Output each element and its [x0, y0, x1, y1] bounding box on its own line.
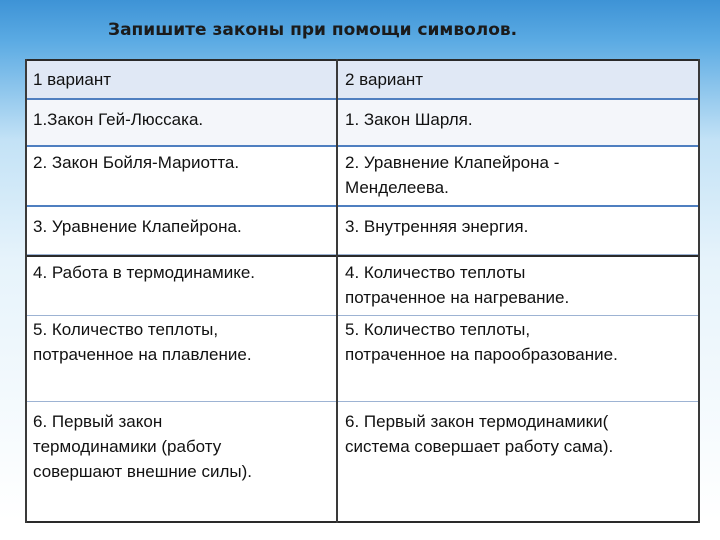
slide-title: Запишите законы при помощи символов.: [108, 20, 518, 40]
table-border-right: [698, 59, 700, 523]
table-border-top: [25, 59, 700, 61]
laws-table: [25, 59, 700, 523]
cell-row5-left: 5. Количество теплоты, потраченное на плавление.: [25, 315, 337, 401]
cell-row1-right: 1. Закон Шарля.: [337, 99, 700, 146]
cell-row3-left: 3. Уравнение Клапейрона.: [25, 206, 337, 254]
header-variant-2: 2 вариант: [337, 59, 700, 99]
cell-row1-left: 1.Закон Гей-Люссака.: [25, 99, 337, 146]
cell-row2-left: 2. Закон Бойля-Мариотта.: [25, 146, 337, 206]
cell-row6-right: 6. Первый закон термодинамики( система совершает работу сама).: [337, 401, 700, 523]
table-border-left: [25, 59, 27, 523]
header-variant-1: 1 вариант: [25, 59, 337, 99]
cell-row6-left: 6. Первый закон термодинамики (работу совершают внешние силы).: [25, 401, 337, 523]
cell-row4-left: 4. Работа в термодинамике.: [25, 254, 337, 315]
row-divider: [25, 315, 700, 316]
row-divider: [25, 145, 700, 147]
table-border-bottom: [25, 521, 700, 523]
row-divider: [25, 255, 700, 257]
row-divider: [25, 98, 700, 100]
row-divider: [25, 401, 700, 402]
cell-row2-right: 2. Уравнение Клапейрона - Менделеева.: [337, 146, 700, 206]
cell-row3-right: 3. Внутренняя энергия.: [337, 206, 700, 254]
column-divider: [336, 59, 338, 523]
cell-row5-right: 5. Количество теплоты, потраченное на парообразование.: [337, 315, 700, 401]
row-divider: [25, 205, 700, 207]
cell-row4-right: 4. Количество теплоты потраченное на нагревание.: [337, 254, 700, 315]
